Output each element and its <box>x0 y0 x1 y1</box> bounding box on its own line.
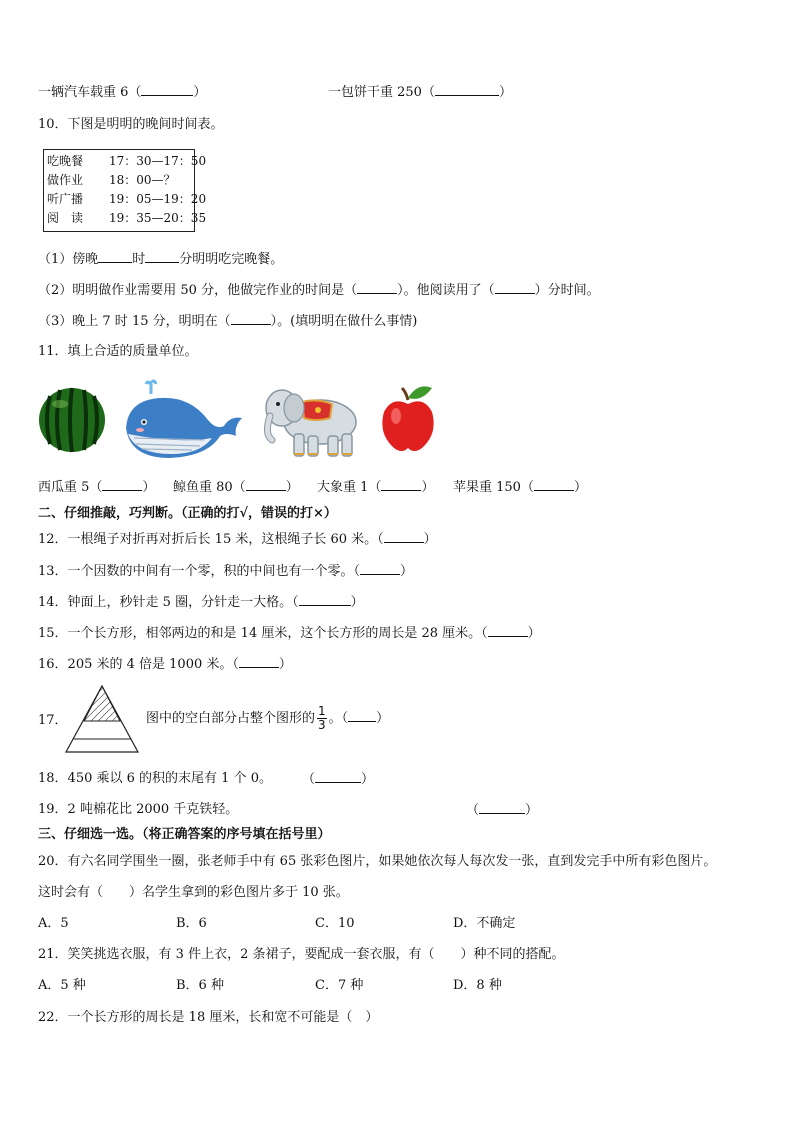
q22: 22．一个长方形的周长是 18 厘米，长和宽不可能是（ ） <box>38 1010 379 1025</box>
answer-blank[interactable] <box>495 282 535 294</box>
answer-blank[interactable] <box>348 710 376 722</box>
answer-blank[interactable] <box>381 479 421 491</box>
answer-blank[interactable] <box>145 251 179 263</box>
q19-answer: （ ） <box>466 803 539 818</box>
answer-blank[interactable] <box>299 594 351 606</box>
q11-item-elephant: 大象重 1（ ） <box>317 480 435 495</box>
section-3-heading: 三、仔细选一选。（将正确答案的序号填在括号里） <box>38 827 331 842</box>
elephant-icon <box>258 378 364 462</box>
answer-blank[interactable] <box>98 251 132 263</box>
q20-option-d[interactable]: D．不确定 <box>453 916 516 931</box>
q16: 16．205 米的 4 倍是 1000 米。（ ） <box>38 657 292 672</box>
q10-sub2: （2）明明做作业需要用 50 分，他做完作业的时间是（ ）。他阅读用了（ ）分时间。 <box>38 283 600 298</box>
q19: 19．2 吨棉花比 2000 千克铁轻。 <box>38 802 239 817</box>
q18-answer: （ ） <box>302 772 375 787</box>
answer-blank[interactable] <box>384 531 424 543</box>
schedule-row: 阅 读 19：35—20：35 <box>47 211 207 225</box>
schedule-row: 听广播 19：05—19：20 <box>47 192 207 206</box>
q15: 15．一个长方形，相邻两边的和是 14 厘米，这个长方形的周长是 28 厘米。（ ） <box>38 626 541 641</box>
q21-option-b[interactable]: B．6 种 <box>176 978 224 993</box>
answer-blank[interactable] <box>357 282 397 294</box>
q11-item-watermelon: 西瓜重 5（ ） <box>38 480 156 495</box>
answer-blank[interactable] <box>102 479 142 491</box>
answer-blank[interactable] <box>534 479 574 491</box>
q11-item-apple: 苹果重 150（ ） <box>453 480 587 495</box>
watermelon-icon <box>38 386 106 454</box>
answer-blank[interactable] <box>246 479 286 491</box>
answer-blank[interactable] <box>360 563 400 575</box>
q11-item-whale: 鲸鱼重 80（ ） <box>173 480 299 495</box>
q20-option-c[interactable]: C．10 <box>315 916 355 931</box>
triangle-figure <box>64 684 140 754</box>
q17-text: 图中的空白部分占整个图形的 $\frac{1}{3}$ 。（ ） <box>146 704 390 732</box>
fraction-one-third: $\frac{1}{3}$ <box>318 704 326 732</box>
q12: 12．一根绳子对折再对折后长 15 米，这根绳子长 60 米。（ ） <box>38 532 437 547</box>
q13: 13．一个因数的中间有一个零，积的中间也有一个零。（ ） <box>38 564 414 579</box>
answer-blank[interactable] <box>315 771 361 783</box>
answer-blank[interactable] <box>141 84 193 96</box>
whale-icon <box>120 378 246 462</box>
q14: 14．钟面上，秒针走 5 圈，分针走一大格。（ ） <box>38 595 364 610</box>
answer-blank[interactable] <box>488 625 528 637</box>
apple-icon <box>378 382 438 456</box>
q11-prompt: 11．填上合适的质量单位。 <box>38 344 198 359</box>
q20-line1: 20．有六名同学围坐一圈，张老师手中有 65 张彩色图片，如果她依次每人每次发一张，直到发完手中所有彩色图片。 <box>38 854 717 869</box>
answer-blank[interactable] <box>239 656 279 668</box>
q20-line2: 这时会有（ ）名学生拿到的彩色图片多于 10 张。 <box>38 885 349 900</box>
q21-option-a[interactable]: A．5 种 <box>38 978 86 993</box>
q10-sub3: （3）晚上 7 时 15 分，明明在（ ）。(填明明在做什么事情) <box>38 314 418 329</box>
schedule-row: 吃晚餐 17：30—17：50 <box>47 154 207 168</box>
q17-number: 17． <box>38 713 68 728</box>
q21-option-d[interactable]: D．8 种 <box>453 978 502 993</box>
q10-sub1: （1）傍晚 时 分明明吃完晚餐。 <box>38 252 284 267</box>
q18: 18．450 乘以 6 的积的末尾有 1 个 0。 <box>38 771 272 786</box>
q9-biscuit: 一包饼干重 250（ ） <box>328 85 512 100</box>
q20-option-a[interactable]: A．5 <box>38 916 69 931</box>
section-2-heading: 二、仔细推敲，巧判断。（正确的打√，错误的打×） <box>38 506 337 521</box>
evening-schedule-table <box>43 149 207 232</box>
q21-option-c[interactable]: C．7 种 <box>315 978 364 993</box>
answer-blank[interactable] <box>231 313 271 325</box>
q21: 21．笑笑挑选衣服，有 3 件上衣，2 条裙子，要配成一套衣服，有（ ）种不同的搭配。 <box>38 947 565 962</box>
q9-car: 一辆汽车载重 6（ ） <box>38 85 207 100</box>
answer-blank[interactable] <box>435 84 499 96</box>
answer-blank[interactable] <box>479 802 525 814</box>
schedule-row: 做作业 18：00—？ <box>47 173 176 187</box>
q20-option-b[interactable]: B．6 <box>176 916 207 931</box>
q10-prompt: 10．下图是明明的晚间时间表。 <box>38 117 224 132</box>
